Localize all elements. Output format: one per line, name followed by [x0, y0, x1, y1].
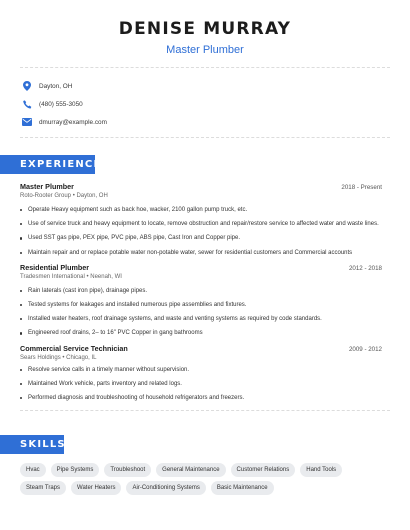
email-icon	[22, 117, 32, 127]
phone-icon	[22, 99, 32, 109]
skill-tag: Hvac	[20, 463, 46, 477]
contact-list	[0, 68, 410, 131]
job-bullets	[20, 206, 382, 257]
bullet-item: Engineered roof drains, 2– to 16" PVC Copper in gang bathrooms	[20, 329, 382, 337]
experience-list	[0, 182, 410, 402]
contact-text: dmurray@example.com	[39, 118, 107, 126]
bullet-item: Tested systems for leakages and installed numerous pipe assemblies and fixtures.	[20, 301, 382, 309]
contact-text: (480) 555-3050	[39, 100, 83, 108]
bullet-item: Maintained Work vehicle, parts inventory and related logs.	[20, 380, 382, 388]
bullet-item: Operate Heavy equipment such as back hoe, wacker, 2100 gallon pump truck, etc.	[20, 206, 382, 214]
bullet-item: Use of service truck and heavy equipment to locate, remove obstruction and repair/restore service to affected water and waste lines.	[20, 220, 382, 228]
job-company: Roto-Rooter Group • Dayton, OH	[20, 193, 108, 199]
job-company: Tradesmen International • Neenah, WI	[20, 273, 122, 280]
bullet-item: Rain laterals (cast iron pipe), drainage pipes.	[20, 287, 382, 295]
job-entry	[20, 263, 382, 338]
skill-tag: Customer Relations	[231, 463, 296, 477]
job-title: Master Plumber	[166, 44, 244, 56]
job-bullets	[20, 287, 382, 338]
skill-tag: Basic Maintenance	[211, 481, 274, 495]
bullet-item: Performed diagnosis and troubleshooting of household refrigerators and freezers.	[20, 394, 382, 402]
bullet-item: Maintain repair and or replace potable water non-potable water, sewer for residential customers and Commercial accounts	[20, 249, 382, 257]
job-entry	[20, 182, 382, 257]
skill-tag: Air-Conditioning Systems	[126, 481, 205, 495]
candidate-name: DENISE MURRAY	[118, 19, 292, 39]
bullet-item: Installed water heaters, roof drainage systems, and waste and venting systems as required by code standards.	[20, 315, 382, 323]
location-pin-icon	[22, 81, 32, 91]
contact-email	[22, 113, 410, 131]
skill-tag: Troubleshoot	[104, 463, 151, 477]
bullet-item: Used SST gas pipe, PEX pipe, PVC pipe, ABS pipe, Cast Iron and Copper pipe.	[20, 234, 382, 242]
contact-text: Dayton, OH	[39, 82, 73, 90]
job-dates: 2012 - 2018	[348, 264, 382, 272]
skill-tag: General Maintenance	[156, 463, 225, 477]
job-dates: 2018 - Present	[341, 184, 382, 191]
bullet-item: Resolve service calls in a timely manner without supervision.	[20, 366, 382, 374]
resume-header	[0, 0, 410, 56]
skills-list	[0, 463, 410, 499]
job-company: Sears Holdings • Chicago, IL	[20, 354, 97, 361]
job-entry	[20, 344, 382, 403]
divider	[20, 410, 390, 411]
contact-location	[22, 77, 410, 95]
job-position: Master Plumber	[20, 182, 74, 191]
skills-heading: SKILLS	[0, 435, 64, 454]
skill-tag: Pipe Systems	[51, 463, 100, 477]
contact-phone	[22, 95, 410, 113]
experience-heading: EXPERIENCE	[0, 155, 95, 174]
job-dates: 2009 - 2012	[348, 345, 382, 353]
skill-tag: Steam Traps	[20, 481, 66, 495]
job-bullets	[20, 366, 382, 403]
divider	[20, 137, 390, 138]
skill-tag: Hand Tools	[300, 463, 342, 477]
job-position: Residential Plumber	[20, 262, 90, 272]
skill-tag: Water Heaters	[71, 481, 121, 495]
job-position: Commercial Service Technician	[20, 343, 128, 353]
